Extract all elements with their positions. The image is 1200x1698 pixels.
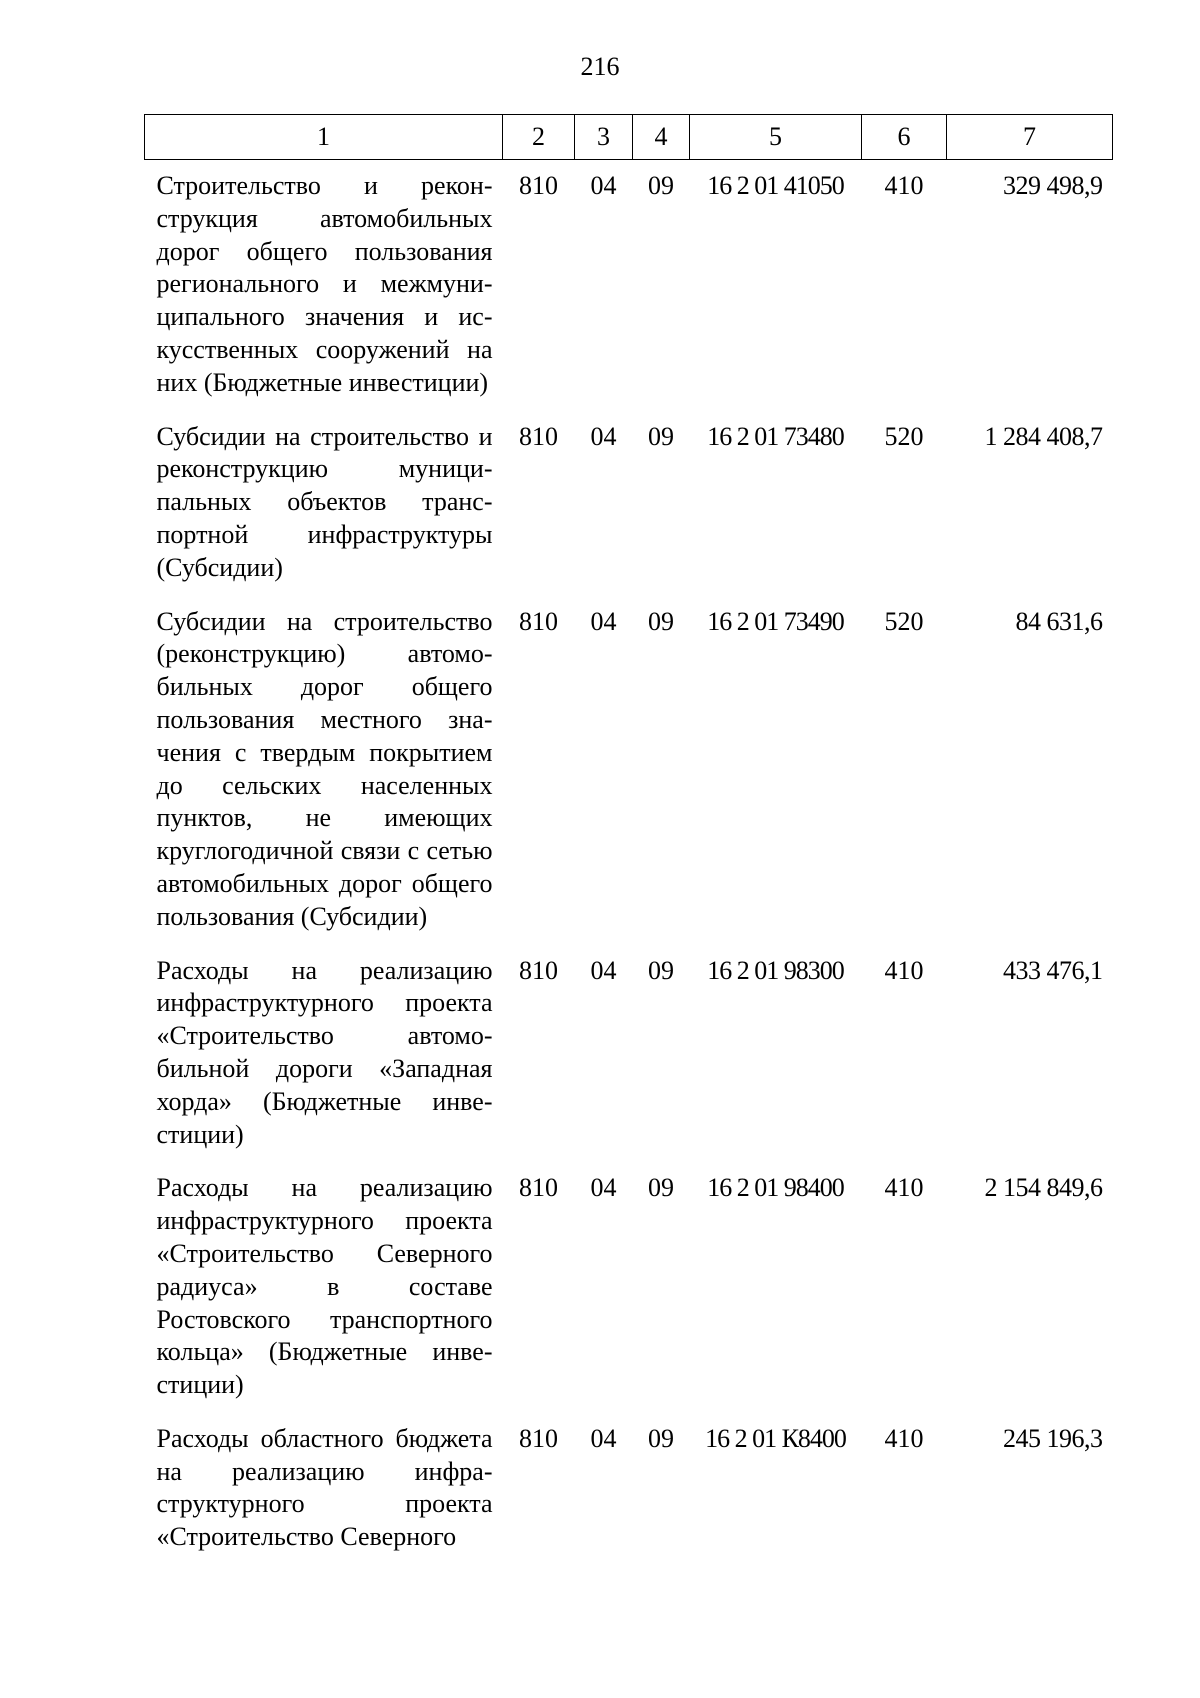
row-col4: 09 <box>648 1423 674 1453</box>
table-row <box>145 421 1113 606</box>
row-col4: 09 <box>648 421 674 451</box>
header-cell-5: 5 <box>690 115 862 160</box>
row-col6: 410 <box>884 1173 924 1203</box>
header-cell-7: 7 <box>947 115 1113 160</box>
header-row <box>145 115 1113 160</box>
row-description: Расходы областного бюджета на реализацию инфраструктурного проекта «Строительство Северного <box>156 1423 493 1552</box>
table-row <box>145 160 1113 421</box>
row-col2: 810 <box>519 171 558 200</box>
row-amount: 1 284 408,7 <box>984 421 1103 451</box>
row-col3: 04 <box>590 955 617 985</box>
row-col3: 04 <box>590 606 617 636</box>
row-description: Расходы на реализацию инфраструктурного проекта «Строительство Северного радиуса» в составе Ростовского транспортного кольца» (Бюджетные инвестиции) <box>156 1173 493 1400</box>
row-col2: 810 <box>519 955 558 985</box>
row-amount: 2 154 849,6 <box>984 1173 1103 1203</box>
header-cell-2: 2 <box>503 115 575 160</box>
page-number: 216 <box>580 52 620 81</box>
row-col4: 09 <box>648 606 674 636</box>
row-col3: 04 <box>590 1173 617 1203</box>
row-description: Строительство и реконструкция автомобильных дорог общего пользования регионального и межмуниципального значения и искусственных сооружений на них (Бюджетные инвестиции) <box>156 171 493 397</box>
row-col3: 04 <box>590 171 617 200</box>
row-amount: 433 476,1 <box>1003 955 1103 985</box>
row-description: Субсидии на строительство и реконструкцию муниципальных объектов транспортной инфраструктуры (Субсидии) <box>156 421 493 582</box>
row-col4: 09 <box>648 1173 674 1203</box>
row-col5: 16 2 01 98300 <box>707 955 844 985</box>
row-col6: 410 <box>884 171 924 200</box>
budget-table <box>144 114 1113 1575</box>
row-description: Расходы на реализацию инфраструктурного проекта «Строительство автомобильной дороги «Западная хорда» (Бюджетные инвестиции) <box>156 955 493 1149</box>
table-row <box>145 1423 1113 1575</box>
row-col4: 09 <box>648 955 674 985</box>
row-col5: 16 2 01 73480 <box>707 421 844 451</box>
row-col4: 09 <box>648 171 674 200</box>
row-amount: 245 196,3 <box>1003 1423 1103 1453</box>
row-description: Субсидии на строительство (реконструкцию) автомобильных дорог общего пользования местного значения с твердым покрытием до сельских населенных пунктов, не имеющих круглогодичной связи с сетью автомобильных дорог общего пользования (Субсидии) <box>156 606 493 931</box>
row-col3: 04 <box>590 421 617 451</box>
row-amount: 329 498,9 <box>1003 171 1103 200</box>
table-row <box>145 1172 1113 1423</box>
row-col5: 16 2 01 98400 <box>707 1173 844 1203</box>
row-col6: 410 <box>884 1423 924 1453</box>
row-col6: 520 <box>884 606 924 636</box>
header-cell-6: 6 <box>862 115 947 160</box>
table-body <box>145 160 1113 1576</box>
row-col6: 410 <box>884 955 924 985</box>
row-col5: 16 2 01 К8400 <box>705 1423 846 1453</box>
row-col5: 16 2 01 41050 <box>707 171 844 200</box>
row-col2: 810 <box>519 606 558 636</box>
table-row <box>145 606 1113 955</box>
header-cell-1: 1 <box>145 115 503 160</box>
table-row <box>145 955 1113 1173</box>
header-cell-3: 3 <box>575 115 633 160</box>
row-col3: 04 <box>590 1423 617 1453</box>
row-amount: 84 631,6 <box>1015 606 1103 636</box>
row-col6: 520 <box>884 421 924 451</box>
header-cell-4: 4 <box>633 115 690 160</box>
row-col5: 16 2 01 73490 <box>707 606 844 636</box>
row-col2: 810 <box>519 421 558 451</box>
row-col2: 810 <box>519 1173 558 1203</box>
row-col2: 810 <box>519 1423 558 1453</box>
table-header <box>145 115 1113 160</box>
